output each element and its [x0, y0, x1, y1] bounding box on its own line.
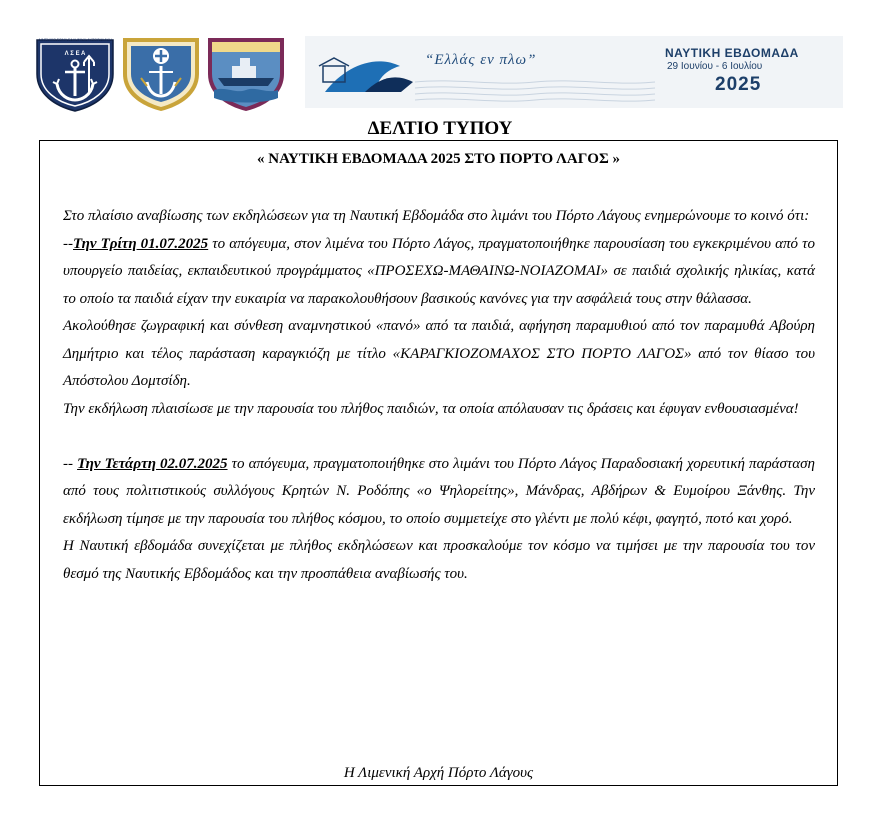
banner-title: ΝΑΥΤΙΚΗ ΕΒΔΟΜΑΔΑ — [665, 46, 799, 60]
invitation-paragraph: Η Ναυτική εβδομάδα συνεχίζεται με πλήθος εκδηλώσεων και προσκαλούμε τον κόσμο να τιμήσει με την παρουσία του τον θεσμό της Ναυτικής Εβδομάδος και την προσπάθεια αναβίωσής του. — [63, 538, 815, 582]
naval-week-banner — [305, 36, 843, 108]
tuesday-text: το απόγευμα, στον λιμένα του Πόρτο Λάγος, πραγματοποιήθηκε παρουσίαση του εγκεκριμένου από το υπουργείο παιδείας, εκπαιδευτικού προγράμματος «ΠΡΟΣΕΧΩ-ΜΑΘΑΙΝΩ-ΝΟΙΑΖΟΜΑΙ» σε παιδιά σχολικής ηλικίας, κατά το οποίο τα παιδιά είχαν την ευκαιρία να παρακολουθήσουν βασικούς κανόνες για την ασφάλειά τους στην θάλασσα. — [63, 235, 815, 307]
tuesday-prefix: -- — [63, 235, 73, 252]
press-release-body — [63, 203, 815, 588]
wednesday-date: Την Τετάρτη 02.07.2025 — [77, 455, 228, 472]
banner-slogan: “Ελλάς εν πλω” — [425, 52, 537, 68]
tuesday-date: Την Τρίτη 01.07.2025 — [73, 235, 209, 252]
press-release-frame — [39, 140, 838, 786]
tuesday-paragraph — [63, 231, 815, 314]
logo1-arc-text: ΛΙΜΕΝΙΚΟ ΣΩΜΑ ΕΛΛΗΝΙΚΗ ΑΚΤΟΦΥΛΑΚΗ — [38, 38, 112, 42]
signature: Η Λιμενική Αρχή Πόρτο Λάγους — [343, 765, 534, 781]
closing-tuesday-paragraph: Την εκδήλωση πλαισίωσε με την παρουσία του πλήθος παιδιών, τα οποία απόλαυσαν τις δράσεις και έφυγαν ενθουσιασμένα! — [63, 400, 799, 417]
spacer — [63, 423, 815, 451]
coast-guard-logo — [33, 34, 117, 112]
activities-paragraph: Ακολούθησε ζωγραφική και σύνθεση αναμνηστικού «πανό» από τα παιδιά, αφήγηση παραμυθιού από τον παραμυθά Αβούρη Δημήτριο και τέλος παράσταση καραγκιόζη με τίτλο «ΚΑΡΑΓΚΙΟΖΟΜΑΧΟΣ ΣΤΟ ΠΟΡΤΟ ΛΑΓΟΣ» από τον θίασο του Απόστολου Δομτσίδη. — [63, 318, 815, 389]
intro-paragraph: Στο πλαίσιο αναβίωσης των εκδηλώσεων για τη Ναυτική Εβδομάδα στο λιμάνι του Πόρτο Λάγους ενημερώνουμε το κοινό ότι: — [63, 208, 810, 224]
wednesday-prefix: -- — [63, 455, 78, 472]
banner-year: 2025 — [715, 74, 762, 95]
wednesday-text: το απόγευμα, πραγματοποιήθηκε στο λιμάνι του Πόρτο Λάγος Παραδοσιακή χορευτική παράσταση από τους πολιτιστικούς συλλόγους Κρητών Ν. Ροδόπης «ο Ψηλορείτης», Μάνδρας, Αβδήρων & Ευμοίρου Ξάνθης. Την εκδήλωση τίμησε με την παρουσία του πλήθος κόσμου, το οποίο συμμετείχε στο γλέντι με πολύ κέφι, φαγητό, ποτό και χορό. — [63, 455, 815, 527]
document-title: ΔΕΛΤΙΟ ΤΥΠΟΥ — [367, 118, 513, 139]
press-release-subject: « ΝΑΥΤΙΚΗ ΕΒΔΟΜΑΔΑ 2025 ΣΤΟ ΠΟΡΤΟ ΛΑΓΟΣ » — [256, 151, 620, 167]
wednesday-paragraph — [63, 451, 815, 534]
port-authority-emblem — [119, 34, 203, 112]
logo1-letters: Λ Σ Ε Α — [64, 51, 86, 57]
banner-dates: 29 Ιουνίου - 6 Ιουλίου — [667, 61, 763, 72]
local-port-emblem — [204, 34, 288, 112]
